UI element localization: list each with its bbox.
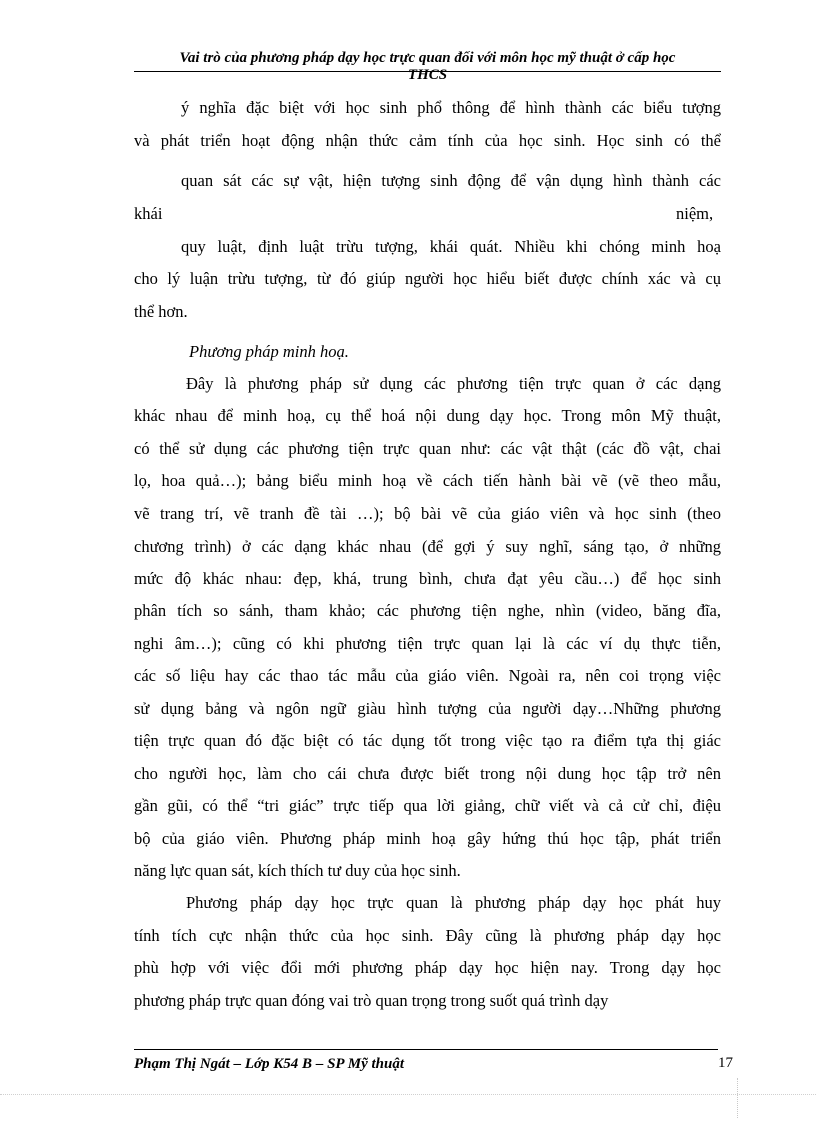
section-heading: Phương pháp minh hoạ. (189, 342, 349, 361)
page-edge-dotted-vline (737, 1078, 738, 1118)
body-line: chương trình) ở các dạng khác nhau (để gợi ý suy nghĩ, sáng tạo, ở những (134, 537, 721, 556)
body-line: mức độ khác nhau: đẹp, khá, trung bình, chưa đạt yêu cầu…) để học sinh (134, 569, 721, 588)
body-line: tiện trực quan đó đặc biệt có tác dụng tốt trong việc tạo ra điểm tựa thị giác (134, 731, 721, 750)
body-line: gần gũi, có thể “tri giác” trực tiếp qua lời giảng, chữ viết và cả cử chỉ, điệu (134, 796, 721, 815)
body-line: quy luật, định luật trừu tượng, khái quát. Nhiều khi chóng minh hoạ (181, 237, 721, 256)
footer-rule (134, 1049, 718, 1050)
body-line: lọ, hoa quả…); bảng biểu minh hoạ về cách tiến hành bài vẽ (vẽ theo mẫu, (134, 471, 721, 490)
body-line: thể hơn. (134, 302, 188, 321)
page-edge-dotted-line (0, 1094, 816, 1095)
body-line: niệm, (676, 204, 714, 223)
header-title-line2: THCS (407, 67, 448, 83)
body-line: khác nhau để minh hoạ, cụ thể hoá nội dung dạy học. Trong môn Mỹ thuật, (134, 406, 721, 425)
body-line: cho lý luận trừu tượng, từ đó giúp người học hiểu biết được chính xác và cụ (134, 269, 721, 288)
body-line: phù hợp với việc đổi mới phương pháp dạy học hiện nay. Trong dạy học (134, 958, 721, 977)
body-line: năng lực quan sát, kích thích tư duy của học sinh. (134, 861, 461, 880)
body-line: quan sát các sự vật, hiện tượng sinh động để vận dụng hình thành các (181, 171, 721, 190)
body-line: bộ của giáo viên. Phương pháp minh hoạ gây hứng thú học tập, phát triển (134, 829, 721, 848)
footer-author: Phạm Thị Ngát – Lớp K54 B – SP Mỹ thuật (134, 1056, 405, 1072)
body-line: Đây là phương pháp sử dụng các phương tiện trực quan ở các dạng (186, 374, 721, 393)
body-line: và phát triển hoạt động nhận thức cảm tính của học sinh. Học sinh có thể (134, 131, 721, 150)
body-line: ý nghĩa đặc biệt với học sinh phổ thông để hình thành các biểu tượng (181, 98, 721, 117)
body-line: tính tích cực nhận thức của học sinh. Đây cũng là phương pháp dạy học (134, 926, 721, 945)
body-line: Phương pháp dạy học trực quan là phương pháp dạy học phát huy (186, 893, 721, 912)
body-line: các số liệu hay các thao tác mẫu của giáo viên. Ngoài ra, nên coi trọng việc (134, 666, 721, 685)
body-line: có thể sử dụng các phương tiện trực quan như: các vật thật (các đồ vật, chai (134, 439, 721, 458)
body-line: phân tích so sánh, tham khảo; các phương tiện nghe, nhìn (video, băng đĩa, (134, 601, 721, 620)
body-line: khái (134, 204, 163, 223)
body-line: nghi âm…); cũng có khi phương tiện trực quan lại là các ví dụ thực tiễn, (134, 634, 721, 653)
header-rule (134, 71, 721, 72)
running-header (134, 50, 721, 84)
body-line: phương pháp trực quan đóng vai trò quan trọng trong suốt quá trình dạy (134, 991, 609, 1010)
body-line: cho người học, làm cho cái chưa được biết trong nội dung học tập trở nên (134, 764, 721, 783)
header-title-line1: Vai trò của phương pháp dạy học trực quan đối với môn học mỹ thuật ở cấp học (179, 50, 676, 66)
page-number: 17 (718, 1055, 733, 1071)
body-line: sử dụng bảng và ngôn ngữ giàu hình tượng của người dạy…Những phương (134, 699, 721, 718)
body-line: vẽ trang trí, vẽ tranh đề tài …); bộ bài vẽ của giáo viên và học sinh (theo (134, 504, 721, 523)
